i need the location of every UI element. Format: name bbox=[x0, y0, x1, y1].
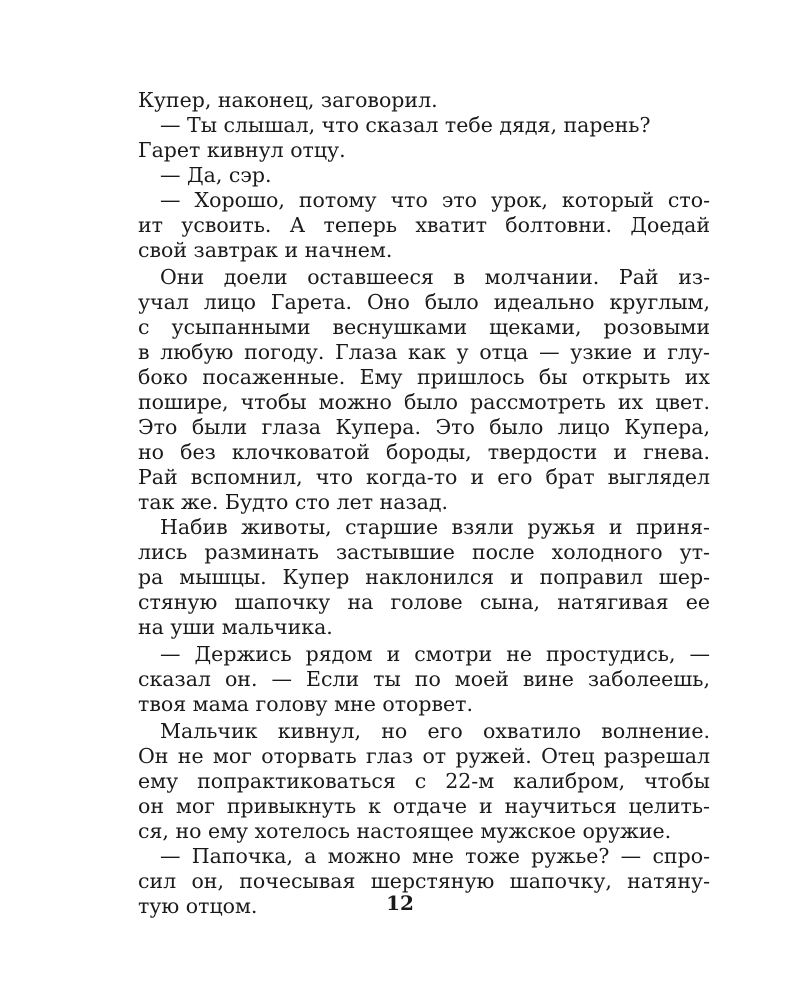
text-line: стяную шапочку на голове сына, натягивая ее bbox=[138, 590, 710, 614]
text-line: сказал он. — Если ты по моей вине заболеешь, bbox=[138, 667, 710, 691]
text-line: — Папочка, а можно мне тоже ружье? — спро- bbox=[160, 844, 710, 868]
text-line: Купер, наконец, заговорил. bbox=[138, 88, 438, 112]
text-line: свой завтрак и начнем. bbox=[138, 238, 393, 262]
text-line: ра мышцы. Купер наклонился и поправил шер- bbox=[138, 565, 710, 589]
text-line: сил он, почесывая шерстяную шапочку, натяну- bbox=[138, 869, 710, 893]
text-line: с усыпанными веснушками щеками, розовыми bbox=[138, 315, 710, 339]
text-line: на уши мальчика. bbox=[138, 615, 333, 639]
text-line: Мальчик кивнул, но его охватило волнение. bbox=[160, 719, 710, 743]
text-line: — Ты слышал, что сказал тебе дядя, парень? bbox=[160, 113, 651, 137]
text-line: Он не мог оторвать глаз от ружей. Отец разрешал bbox=[138, 744, 710, 768]
text-line: он мог привыкнуть к отдаче и научиться целить- bbox=[138, 794, 710, 818]
text-line: — Держись рядом и смотри не простудись, — bbox=[160, 642, 710, 666]
text-line: лись разминать застывшие после холодного ут- bbox=[138, 540, 710, 564]
text-line: но без клочковатой бороды, твердости и гнева. bbox=[138, 440, 710, 464]
text-line: Набив животы, старшие взяли ружья и приня- bbox=[160, 515, 710, 539]
text-line: так же. Будто сто лет назад. bbox=[138, 490, 448, 514]
text-line: Рай вспомнил, что когда-то и его брат выглядел bbox=[138, 465, 710, 489]
text-line: боко посаженные. Ему пришлось бы открыть их bbox=[138, 365, 710, 389]
text-line: — Да, сэр. bbox=[160, 163, 272, 187]
text-line: Они доели оставшееся в молчании. Рай из- bbox=[160, 265, 710, 289]
text-line: учал лицо Гарета. Оно было идеально круглым, bbox=[138, 290, 710, 314]
text-line: Гарет кивнул отцу. bbox=[138, 138, 346, 162]
text-line: — Хорошо, потому что это урок, который сто- bbox=[160, 188, 710, 212]
page-number: 12 bbox=[386, 891, 414, 915]
book-page-text bbox=[138, 88, 710, 919]
text-line: ему попрактиковаться с 22-м калибром, чтобы bbox=[138, 769, 710, 793]
text-line: Это были глаза Купера. Это было лицо Купера, bbox=[138, 415, 710, 439]
text-line: ся, но ему хотелось настоящее мужское оружие. bbox=[138, 819, 672, 843]
text-line: ит усвоить. А теперь хватит болтовни. Доедай bbox=[138, 213, 710, 237]
text-line: тую отцом. bbox=[138, 894, 258, 918]
text-line: пошире, чтобы можно было рассмотреть их цвет. bbox=[138, 390, 710, 414]
text-line: твоя мама голову мне оторвет. bbox=[138, 692, 474, 716]
text-line: в любую погоду. Глаза как у отца — узкие и глу- bbox=[138, 340, 710, 364]
